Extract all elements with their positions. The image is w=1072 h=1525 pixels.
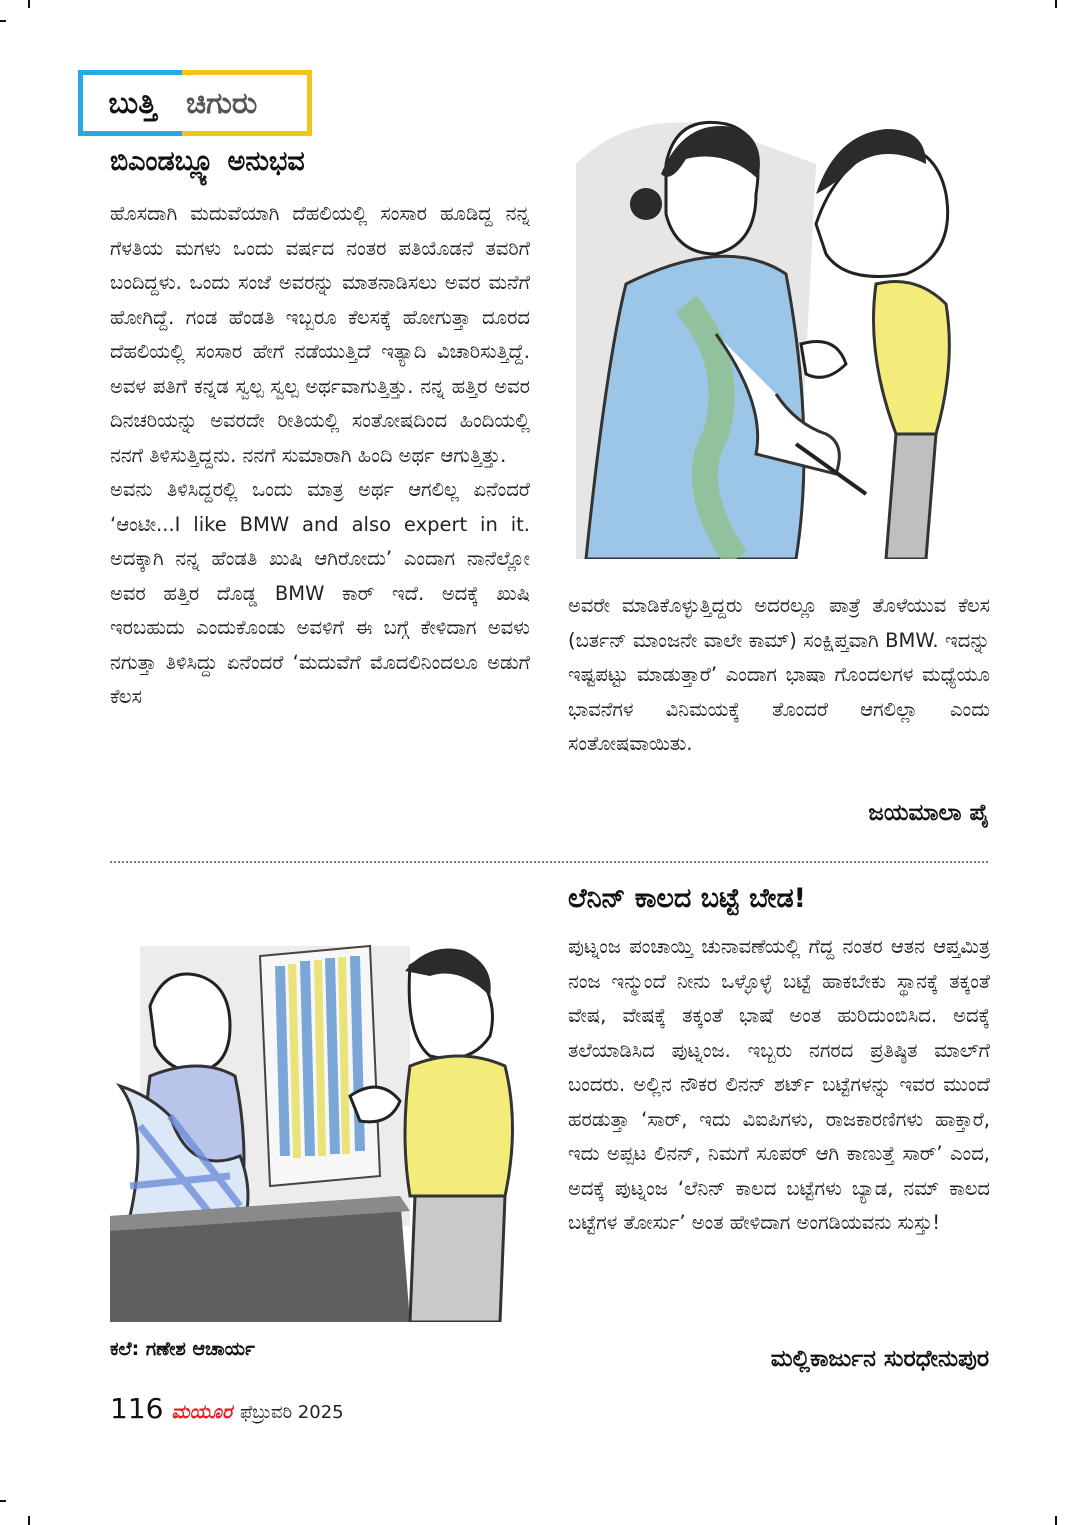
page-footer xyxy=(110,1392,344,1425)
story1-paragraph2: ಅವನು ತಿಳಿಸಿದ್ದರಲ್ಲಿ ಒಂದು ಮಾತ್ರ ಅರ್ಥ ಆಗಲಿಲ್ಲ ಏನೆಂದರೆ ‘ಆಂಟೀ...I like BMW and also expert in it. ಅದಕ್ಕಾಗಿ ನನ್ನ ಹೆಂಡತಿ ಖುಷಿ ಆಗಿರೋದು’ ಎಂದಾಗ ನಾನೆಲ್ಲೋ ಅವರ ಹತ್ತಿರ ದೊಡ್ಡ BMW ಕಾರ್ ಇದೆ. ಅದಕ್ಕೆ ಖುಷಿ ಇರಬಹುದು ಎಂದುಕೊಂಡು ಅವಳಿಗೆ ಈ ಬಗ್ಗೆ ಕೇಳಿದಾಗ ಅವಳು ನಗುತ್ತಾ ತಿಳಿಸಿದ್ದು ಏನೆಂದರೆ ‘ಮದುವೆಗೆ ಮೊದಲಿನಿಂದಲೂ ಅಡುಗೆ ಕೆಲಸ xyxy=(110,478,530,708)
illustration-couple xyxy=(566,104,990,559)
crop-mark xyxy=(0,1500,6,1502)
crop-mark xyxy=(1055,1516,1057,1525)
couple-drawing xyxy=(566,104,990,559)
section-divider xyxy=(110,861,988,863)
issue-date: ಫೆಬ್ರುವರಿ 2025 xyxy=(240,1402,344,1423)
story2-title: ಲೆನಿನ್ ಕಾಲದ ಬಟ್ಟೆ ಬೇಡ! xyxy=(568,883,806,914)
section-label xyxy=(78,70,312,136)
shop-drawing xyxy=(110,926,530,1322)
illustration-shop xyxy=(110,926,530,1322)
section-label-part1: ಬುತ್ತಿ xyxy=(78,70,182,136)
crop-mark xyxy=(0,20,6,22)
magazine-logo: ಮಯೂರ xyxy=(171,1401,233,1423)
crop-mark xyxy=(1055,0,1057,8)
story1-paragraph1: ಹೊಸದಾಗಿ ಮದುವೆಯಾಗಿ ದೆಹಲಿಯಲ್ಲಿ ಸಂಸಾರ ಹೂಡಿದ್ದ ನನ್ನ ಗೆಳತಿಯ ಮಗಳು ಒಂದು ವರ್ಷದ ನಂತರ ಪತಿಯೊಡನೆ ತವರಿಗೆ ಬಂದಿದ್ದಳು. ಒಂದು ಸಂಜೆ ಅವರನ್ನು ಮಾತನಾಡಿಸಲು ಅವರ ಮನೆಗೆ ಹೋಗಿದ್ದೆ. ಗಂಡ ಹೆಂಡತಿ ಇಬ್ಬರೂ ಕೆಲಸಕ್ಕೆ ಹೋಗುತ್ತಾ ದೂರದ ದೆಹಲಿಯಲ್ಲಿ ಸಂಸಾರ ಹೇಗೆ ನಡೆಯುತ್ತಿದೆ ಇತ್ಯಾದಿ ವಿಚಾರಿಸುತ್ತಿದ್ದೆ. ಅವಳ ಪತಿಗೆ ಕನ್ನಡ ಸ್ವಲ್ಪ ಸ್ವಲ್ಪ ಅರ್ಥವಾಗುತ್ತಿತ್ತು. ನನ್ನ ಹತ್ತಿರ ಅವರ ದಿನಚರಿಯನ್ನು ಅವರದೇ ರೀತಿಯಲ್ಲಿ ಸಂತೋಷದಿಂದ ಹಿಂದಿಯಲ್ಲಿ ನನಗೆ ತಿಳಿಸುತ್ತಿದ್ದನು. ನನಗೆ ಸುಮಾರಾಗಿ ಹಿಂದಿ ಅರ್ಥ ಆಗುತ್ತಿತ್ತು. xyxy=(110,202,530,467)
story1-paragraph3: ಅವರೇ ಮಾಡಿಕೊಳ್ಳುತ್ತಿದ್ದರು ಅದರಲ್ಲೂ ಪಾತ್ರೆ ತೊಳೆಯುವ ಕೆಲಸ (ಬರ್ತನ್ ಮಾಂಜನೇ ವಾಲೇ ಕಾಮ್) ಸಂಕ್ಷಿಪ್ತವಾಗಿ BMW. ಇದನ್ನು ಇಷ್ಟಪಟ್ಟು ಮಾಡುತ್ತಾರೆ’ ಎಂದಾಗ ಭಾಷಾ ಗೊಂದಲಗಳ ಮಧ್ಯೆಯೂ ಭಾವನೆಗಳ ವಿನಿಮಯಕ್ಕೆ ತೊಂದರೆ ಆಗಲಿಲ್ಲಾ ಎಂದು ಸಂತೋಷವಾಯಿತು. xyxy=(568,594,990,755)
crop-mark xyxy=(28,1516,30,1525)
story1-column2 xyxy=(568,589,990,762)
story2-column xyxy=(568,930,990,1241)
story2-paragraph: ಪುಟ್ನಂಜ ಪಂಚಾಯ್ತಿ ಚುನಾವಣೆಯಲ್ಲಿ ಗೆದ್ದ ನಂತರ ಆತನ ಆಪ್ತಮಿತ್ರ ನಂಜ ಇನ್ಮುಂದೆ ನೀನು ಒಳ್ಳೊಳ್ಳೆ ಬಟ್ಟೆ ಹಾಕಬೇಕು ಸ್ಥಾನಕ್ಕೆ ತಕ್ಕಂತೆ ವೇಷ, ವೇಷಕ್ಕೆ ತಕ್ಕಂತೆ ಭಾಷೆ ಅಂತ ಹುರಿದುಂಬಿಸಿದ. ಅದಕ್ಕೆ ತಲೆಯಾಡಿಸಿದ ಪುಟ್ನಂಜ. ಇಬ್ಬರು ನಗರದ ಪ್ರತಿಷ್ಠಿತ ಮಾಲ್‌ಗೆ ಬಂದರು. ಅಲ್ಲಿನ ನೌಕರ ಲಿನನ್ ಶರ್ಟ್ ಬಟ್ಟೆಗಳನ್ನು ಇವರ ಮುಂದೆ ಹರಡುತ್ತಾ ‘ಸಾರ್, ಇದು ವಿಐಪಿಗಳು, ರಾಜಕಾರಣಿಗಳು ಹಾಕ್ತಾರೆ, ಇದು ಅಪ್ಪಟ ಲಿನನ್, ನಿಮಗೆ ಸೂಪರ್ ಆಗಿ ಕಾಣುತ್ತೆ ಸಾರ್’ ಎಂದ, ಅದಕ್ಕೆ ಪುಟ್ನಂಜ ‘ಲೆನಿನ್ ಕಾಲದ ಬಟ್ಟೆಗಳು ಬ್ಯಾಡ, ನಮ್ ಕಾಲದ ಬಟ್ಟೆಗಳ ತೋರ್ಸು’ ಅಂತ ಹೇಳಿದಾಗ ಅಂಗಡಿಯವನು ಸುಸ್ತು! xyxy=(568,935,990,1234)
section-label-part2: ಚಿಗುರು xyxy=(182,70,312,136)
story1-column1 xyxy=(110,197,530,715)
page-number: 116 xyxy=(110,1392,164,1425)
crop-mark xyxy=(28,0,30,8)
illustration-credit: ಕಲೆ: ಗಣೇಶ ಆಚಾರ್ಯ xyxy=(110,1338,255,1360)
story1-author: ಜಯಮಾಲಾ ಪೈ xyxy=(868,800,989,826)
story1-title: ಬಿಎಂಡಬ್ಲ್ಯೂ ಅನುಭವ xyxy=(110,146,305,177)
story2-author: ಮಲ್ಲಿಕಾರ್ಜುನ ಸುರಧೇನುಪುರ xyxy=(770,1346,989,1372)
